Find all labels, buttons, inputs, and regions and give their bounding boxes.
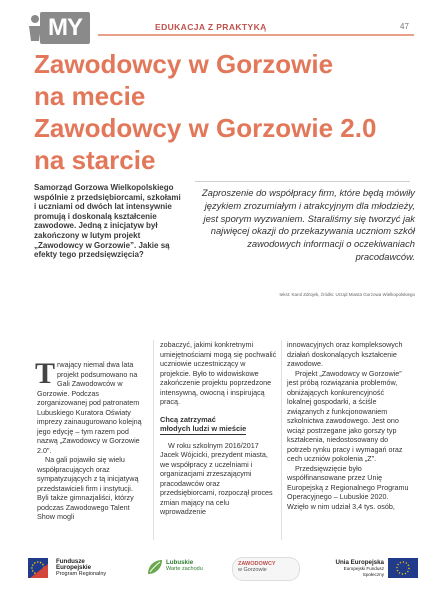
pull-quote: Zaproszenie do współpracy firm, które będą mówiły językiem zrozumiałym i atrakcyjnym dla młodzieży, jest sporym wyzwaniem. Staraliśmy się tworzyć jak najwięcej okazji do przekazywania uczniom szkół zawodowych informacji o oczekiwaniach pracodawców. [201,187,415,262]
article-credit: tekst: Karol Zdrojek, źródło: Urząd Miasta Gorzowa Wielkopolskiego [279,292,415,297]
fe-subtitle: Program Regionalny [56,571,107,577]
header-divider [98,34,414,36]
lubuskie-title: Lubuskie [166,559,194,566]
logo-text: MY [40,12,90,44]
body-paragraph: innowacyjnych oraz kompleksowych działań doskonalących kształcenie zawodowe. [287,340,403,368]
page-number: 47 [400,22,409,31]
body-column-3 [287,340,409,511]
body-column-1 [35,357,144,522]
title-line: Zawodowcy w Gorzowie 2.0 [34,113,377,143]
body-column-2 [160,340,277,517]
lubuskie-logo [146,553,216,583]
lubuskie-subtitle: Warte zachodu [166,566,203,572]
ue-subtitle: Europejski Fundusz Społeczny [343,566,384,577]
magazine-logo [26,12,90,44]
body-paragraph: zobaczyć, jakimi konkretnymi umiejętnościami mogą się pochwalić uczniowie uczestniczący w projekcie. Było to widowiskowe zakończenie projektu poprzedzone intensywną, owocną i inspirującą pracą. [160,340,277,406]
drop-cap: T [35,357,56,390]
zawodowcy-subtitle: w Gorzowie [238,567,267,573]
article-title [34,48,424,176]
subheading [160,415,277,435]
body-paragraph: Na gali pojawiło się wielu współpracujących oraz sympatyzujących z tą inicjatywą przedstawicieli firm i instytucji. Byli także gimnazjaliści, którzy podczas Zawodowego Talent Show mogli [37,455,139,521]
body-paragraph: Trwający niemal dwa lata projekt podsumowano na Gali Zawodowców w Gorzowie. Podczas zorganizowanej pod patronatem Lubuskiego Kuratora Oświaty imprezy zainaugurowano kolejną jego edycję – tym razem pod nazwą „Zawodowcy w Gorzowie 2.0”. [35,357,142,455]
title-line: na mecie [34,81,146,111]
quote-divider [195,181,410,182]
zawodowcy-title: ZAWODOWCY [238,561,276,567]
body-paragraph: W roku szkolnym 2016/2017 Jacek Wójcicki, prezydent miasta, we współpracy z uczelniami i organizacjami zrzeszającymi pracodawców oraz przedsiębiorcami, rozpoczął proces zmian mający na celu wprowadzenie [160,440,273,516]
fe-title: Fundusze Europejskie [56,558,92,571]
zawodowcy-logo [232,553,298,583]
subheading-line: młodych ludzi w mieście [160,424,247,433]
column-divider [153,340,154,540]
section-title: EDUKACJA Z PRAKTYKĄ [155,22,267,32]
title-line: Zawodowcy w Gorzowie [34,49,334,79]
article-lead: Samorząd Gorzowa Wielkopolskiego wspólnie z przedsiębiorcami, szkołami i uczniami od dwóch lat intensywnie promują i doskonalą kształcenie zawodowe. Jedną z inicjatyw był zakończony w lutym projekt „Zawodowcy w Gorzowie”. Jakie są efekty tego przedsięwzięcia? [34,183,181,260]
unia-europejska-logo [326,553,418,583]
funding-logos [26,553,418,585]
lubuskie-leaf-icon [146,558,164,576]
fe-stars-icon [28,556,52,580]
subheading-line: Chcą zatrzymać [160,414,216,424]
ue-title: Unia Europejska [335,559,384,566]
fundusze-europejskie-logo [26,553,121,583]
body-paragraph: Projekt „Zawodowcy w Gorzowie” jest próbą rozwiązania problemów, obniżających konkurencyjność lokalnej gospodarki, a ściśle związanych z funkcjonowaniem szkolnictwa zawodowego. Jest ono wciąż postrzegane jako gorszy typ kształcenia, niedostosowany do potrzeb rynku pracy i wymagań oraz cech uczniów pokolenia „Z”. [287,368,403,463]
title-line: na starcie [34,145,156,175]
eu-flag-icon [388,558,418,578]
column-divider [281,340,282,540]
body-paragraph: Przedsięwzięcie było współfinansowane przez Unię Europejską z Regionalnego Programu Operacyjnego – Lubuskie 2020. Wzięło w nim udział 3,4 tys. osób, [287,463,409,511]
